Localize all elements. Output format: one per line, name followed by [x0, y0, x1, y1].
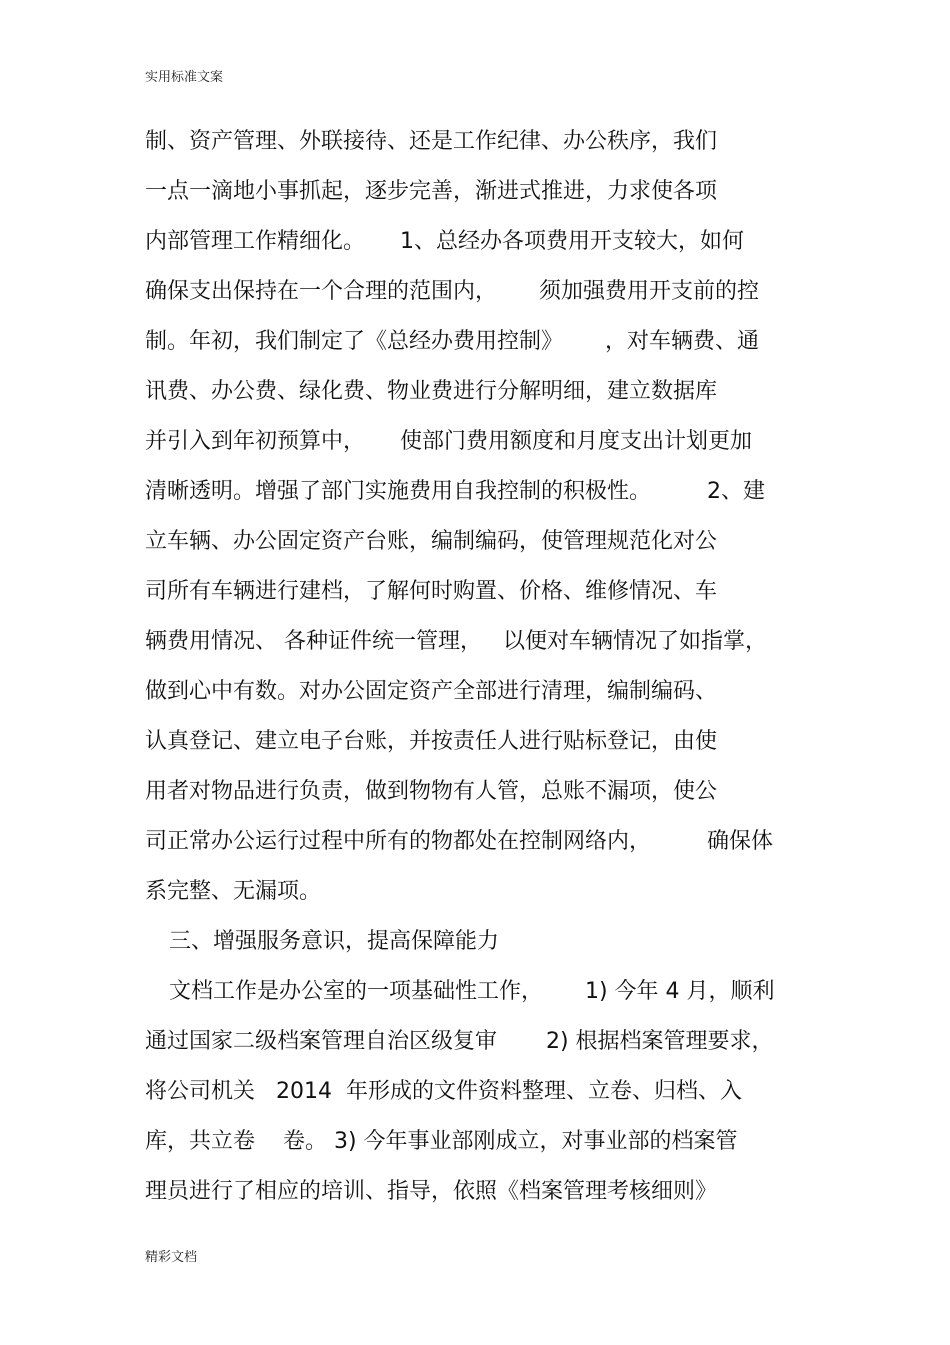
text-line: 制。年初，我们制定了《总经办费用控制》 ，对车辆费、通	[145, 329, 759, 354]
text-line: 通过国家二级档案管理自治区级复审 2) 根据档案管理要求，	[145, 1029, 774, 1054]
text-line: 司正常办公运行过程中所有的物都处在控制网络内， 确保体	[145, 829, 773, 854]
text-line: 一点一滴地小事抓起，逐步完善，渐进式推进，力求使各项	[145, 179, 718, 204]
text-line: 立车辆、办公固定资产台账，编制编码，使管理规范化对公	[145, 529, 718, 554]
section-heading: 三、增强服务意识，提高保障能力	[169, 929, 500, 954]
text-line: 用者对物品进行负责，做到物物有人管，总账不漏项，使公	[145, 779, 718, 804]
text-line: 认真登记、建立电子台账，并按责任人进行贴标登记，由使	[145, 729, 718, 754]
text-line: 制、资产管理、外联接待、还是工作纪律、办公秩序，我们	[145, 129, 718, 154]
page-header: 实用标准文案	[145, 70, 224, 85]
text-line: 辆费用情况、 各种证件统一管理， 以便对车辆情况了如指掌，	[145, 629, 767, 654]
text-line: 讯费、办公费、绿化费、物业费进行分解明细，建立数据库	[145, 379, 718, 404]
text-line: 内部管理工作精细化。 1、总经办各项费用开支较大，如何	[145, 229, 744, 254]
page-footer: 精彩文档	[145, 1250, 198, 1265]
text-line: 库，共立卷 卷。 3) 今年事业部刚成立，对事业部的档案管	[145, 1129, 738, 1154]
text-line: 系完整、无漏项。	[145, 879, 322, 904]
text-line: 文档工作是办公室的一项基础性工作， 1) 今年 4 月，顺利	[169, 979, 775, 1004]
text-line: 并引入到年初预算中， 使部门费用额度和月度支出计划更加	[145, 429, 752, 454]
text-line: 清晰透明。增强了部门实施费用自我控制的积极性。 2、建	[145, 479, 765, 504]
text-line: 司所有车辆进行建档，了解何时购置、价格、维修情况、车	[145, 579, 718, 604]
body-text	[145, 125, 825, 1225]
text-line: 将公司机关 2014 年形成的文件资料整理、立卷、归档、入	[145, 1079, 742, 1104]
text-line: 做到心中有数。对办公固定资产全部进行清理，编制编码、	[145, 679, 718, 704]
text-line: 确保支出保持在一个合理的范围内， 须加强费用开支前的控	[145, 279, 759, 304]
text-line: 理员进行了相应的培训、指导，依照《档案管理考核细则》	[145, 1179, 718, 1204]
